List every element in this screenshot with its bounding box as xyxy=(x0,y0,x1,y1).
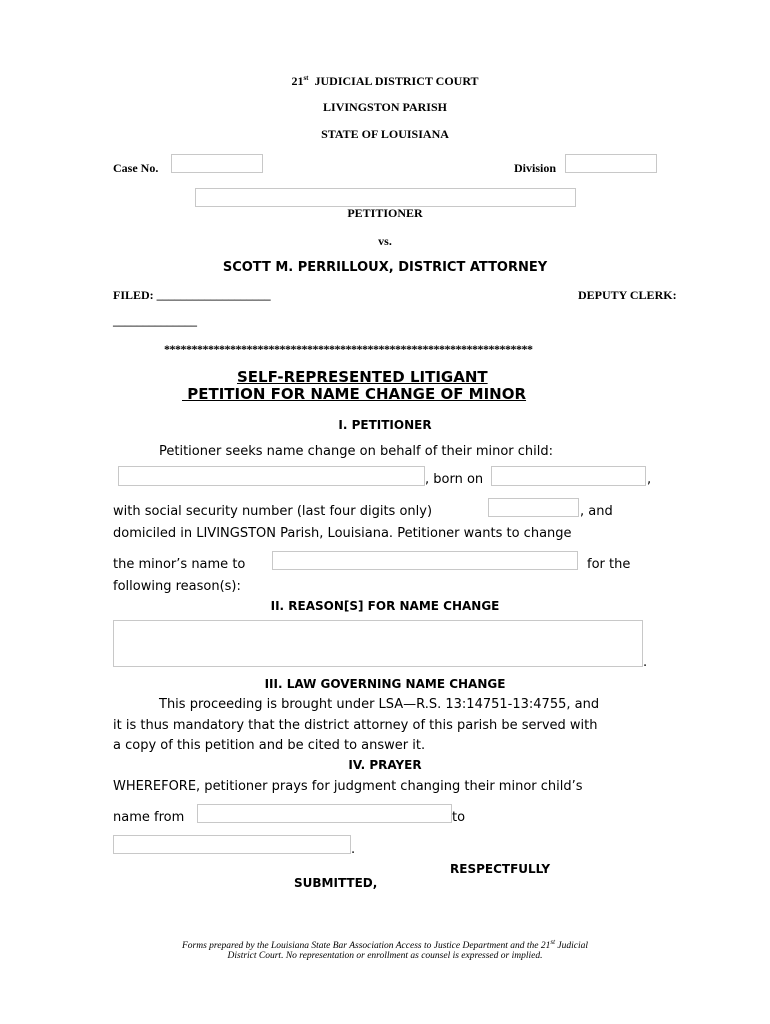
footer-line-2: District Court. No representation or enrollment as counsel is expressed or implied. xyxy=(227,951,543,961)
parish-name: LIVINGSTON PARISH xyxy=(323,100,447,114)
requested-name-field[interactable] xyxy=(113,835,351,854)
court-name xyxy=(0,74,770,89)
petitioner-name-field[interactable] xyxy=(195,188,576,207)
ssn-label: with social security number (last four digits only) xyxy=(113,504,433,519)
deputy-clerk-line: ______________ xyxy=(113,314,197,328)
law-text-line-2: it is thus mandatory that the district attorney of this parish be served with xyxy=(113,718,598,733)
reason-period: . xyxy=(643,655,648,670)
petitioner-label: PETITIONER xyxy=(347,206,423,220)
following-reasons-label: following reason(s): xyxy=(113,579,241,594)
footer-line-1-end: Judicial xyxy=(555,941,588,952)
court-name-text: JUDICIAL DISTRICT COURT xyxy=(314,74,479,88)
birth-date-field[interactable] xyxy=(491,466,646,486)
footer-line-1 xyxy=(0,938,770,951)
deputy-clerk-label: DEPUTY CLERK: xyxy=(578,288,677,302)
court-number-suffix: st xyxy=(303,74,309,82)
court-number: 21 xyxy=(291,74,304,88)
section-prayer-heading: IV. PRAYER xyxy=(348,758,422,772)
ssn-field[interactable] xyxy=(488,498,579,517)
separator-line: ******************************************************************* xyxy=(164,342,533,356)
prayer-period: . xyxy=(351,842,356,857)
child-name-field[interactable] xyxy=(118,466,425,486)
new-name-field[interactable] xyxy=(272,551,578,570)
born-on-label: , born on xyxy=(425,472,484,487)
respondent-name: SCOTT M. PERRILLOUX, DISTRICT ATTORNEY xyxy=(222,260,548,275)
to-label: to xyxy=(452,810,466,825)
case-no-field[interactable] xyxy=(171,154,263,173)
name-from-label: name from xyxy=(113,810,185,825)
section-law-heading: III. LAW GOVERNING NAME CHANGE xyxy=(264,677,506,691)
case-no-label: Case No. xyxy=(113,161,159,175)
submitted-label: SUBMITTED, xyxy=(294,876,378,890)
for-the-label: for the xyxy=(587,557,631,572)
footer-line-1-text: Forms prepared by the Louisiana State Bar Association Access to Justice Department and the 21 xyxy=(182,941,551,952)
born-on-comma: , xyxy=(647,472,652,487)
title-line-1: SELF-REPRESENTED LITIGANT xyxy=(237,368,488,386)
domicile-text: domiciled in LIVINGSTON Parish, Louisiana. Petitioner wants to change xyxy=(113,526,572,541)
filed-label: FILED: ___________________ xyxy=(113,288,271,302)
minor-name-to-label: the minor’s name to xyxy=(113,557,246,572)
section-reasons-heading: II. REASON[S] FOR NAME CHANGE xyxy=(270,599,500,613)
state-name: STATE OF LOUISIANA xyxy=(321,127,449,141)
title-line-2: PETITION FOR NAME CHANGE OF MINOR xyxy=(182,385,527,403)
petitioner-intro: Petitioner seeks name change on behalf of their minor child: xyxy=(159,444,554,459)
versus-label: vs. xyxy=(378,234,392,248)
respectfully-label: RESPECTFULLY xyxy=(450,862,551,876)
law-text-line-1: This proceeding is brought under LSA—R.S. 13:14751-13:4755, and xyxy=(159,697,600,712)
current-name-field[interactable] xyxy=(197,804,452,823)
section-petitioner-heading: I. PETITIONER xyxy=(338,418,432,432)
reason-field[interactable] xyxy=(113,620,643,667)
law-text-line-3: a copy of this petition and be cited to answer it. xyxy=(113,738,426,753)
and-label: , and xyxy=(580,504,613,519)
division-field[interactable] xyxy=(565,154,657,173)
footer-line-1-suffix: st xyxy=(550,938,556,946)
division-label: Division xyxy=(514,161,557,175)
wherefore-text: WHEREFORE, petitioner prays for judgment changing their minor child’s xyxy=(113,779,583,794)
